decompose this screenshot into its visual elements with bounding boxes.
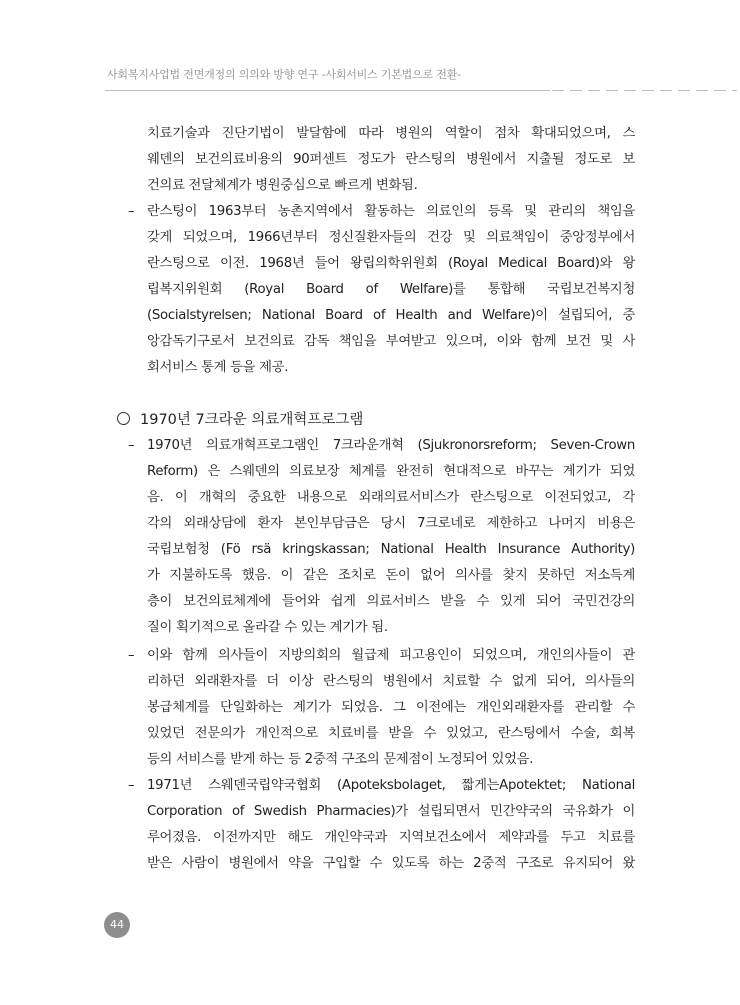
paragraph-line: 가 지불하도록 했음. 이 같은 조치로 돈이 없어 의사를 찾지 못하던 저소득계 — [147, 568, 635, 583]
bullet-dash: – — [128, 204, 135, 219]
paragraph-line: 앙감독기구로서 보건의료 감독 책임을 부여받고 있으며, 이와 함께 보건 및 사 — [147, 334, 635, 349]
paragraph-line: 건의료 전달체계가 병원중심으로 빠르게 변화됨. — [147, 178, 418, 193]
section-heading — [117, 406, 617, 434]
bullet-dash: – — [128, 778, 135, 793]
section-title: 1970년 7크라운 의료개혁프로그램 — [140, 412, 364, 428]
paragraph-line: 1971년 스웨덴국립약국협회 (Apoteksbolaget, 짧게는Apotektet; National — [147, 778, 635, 793]
paragraph-line: 각의 외래상담에 환자 본인부담금은 당시 7크로네로 제한하고 나머지 비용은 — [147, 516, 635, 531]
paragraph-line: 있었던 전문의가 개인적으로 치료비를 받을 수 있었고, 란스팅에서 수술, 회복 — [147, 726, 635, 741]
paragraph-line: 1970년 의료개혁프로그램인 7크라운개혁 (Sjukronorsreform; Seven-Crown — [147, 438, 635, 453]
bullet-dash: – — [128, 438, 135, 453]
paragraph-line: 란스팅이 1963부터 농촌지역에서 활동하는 의료인의 등록 및 관리의 책임을 — [147, 204, 635, 219]
paragraph-line: 루어졌음. 이전까지만 해도 개인약국과 지역보건소에서 제약과를 두고 치료를 — [147, 830, 635, 845]
paragraph-line: 받은 사람이 병원에서 약을 구입할 수 있도록 하는 2중적 구조로 유지되어 왔 — [147, 856, 635, 871]
paragraph-line: 리하던 외래환자를 더 이상 란스팅의 병원에서 치료할 수 없게 되어, 의사들의 — [147, 674, 635, 689]
bullet-dash: – — [128, 648, 135, 663]
paragraph-line: 음. 이 개혁의 중요한 내용으로 외래의료서비스가 란스팅으로 이전되었고, 각 — [147, 490, 635, 505]
circle-bullet-icon — [117, 412, 130, 425]
paragraph-line: 립복지위원회 (Royal Board of Welfare)를 통합해 국립보건복지청 — [147, 282, 635, 297]
header-rule — [105, 90, 550, 91]
paragraph-line: Corporation of Swedish Pharmacies)가 설립되면서 민간약국의 국유화가 이 — [147, 804, 635, 819]
paragraph-line: 질이 획기적으로 올라갈 수 있는 계기가 됨. — [147, 620, 388, 635]
paragraph-line: Reform) 은 스웨덴의 의료보장 체계를 완전히 현대적으로 바꾸는 계기가 되었 — [147, 464, 635, 479]
paragraph-line: 웨덴의 보건의료비용의 90퍼센트 정도가 란스팅의 병원에서 지출될 정도로 보 — [147, 152, 635, 167]
page-number: 44 — [104, 912, 130, 938]
paragraph-line: (Socialstyrelsen; National Board of Health and Welfare)이 설립되어, 중 — [147, 308, 635, 323]
header-dashed-rule — [552, 90, 737, 91]
paragraph-line: 등의 서비스를 받게 하는 등 2중적 구조의 문제점이 노정되어 있었음. — [147, 752, 534, 767]
running-title: 사회복지사업법 전면개정의 의의와 방향 연구 -사회서비스 기본법으로 전환- — [107, 68, 461, 81]
paragraph-line: 갖게 되었으며, 1966년부터 정신질환자들의 건강 및 의료책임이 중앙정부에서 — [147, 230, 635, 245]
paragraph-line: 란스팅으로 이전. 1968년 들어 왕립의학위원회 (Royal Medical Board)와 왕 — [147, 256, 635, 271]
paragraph-line: 봉급체계를 단일화하는 계기가 되었음. 그 이전에는 개인외래환자를 관리할 수 — [147, 700, 635, 715]
paragraph-line: 이와 함께 의사들이 지방의회의 월급제 피고용인이 되었으며, 개인의사들이 관 — [147, 648, 635, 663]
paragraph-line: 치료기술과 진단기법이 발달함에 따라 병원의 역할이 점차 확대되었으며, 스 — [147, 126, 635, 141]
paragraph-line: 회서비스 통계 등을 제공. — [147, 360, 289, 375]
paragraph-line: 층이 보건의료체계에 들어와 쉽게 의료서비스 받을 수 있게 되어 국민건강의 — [147, 594, 635, 609]
paragraph-line: 국립보험청 (Fö rsä kringskassan; National Health Insurance Authority) — [147, 542, 635, 557]
